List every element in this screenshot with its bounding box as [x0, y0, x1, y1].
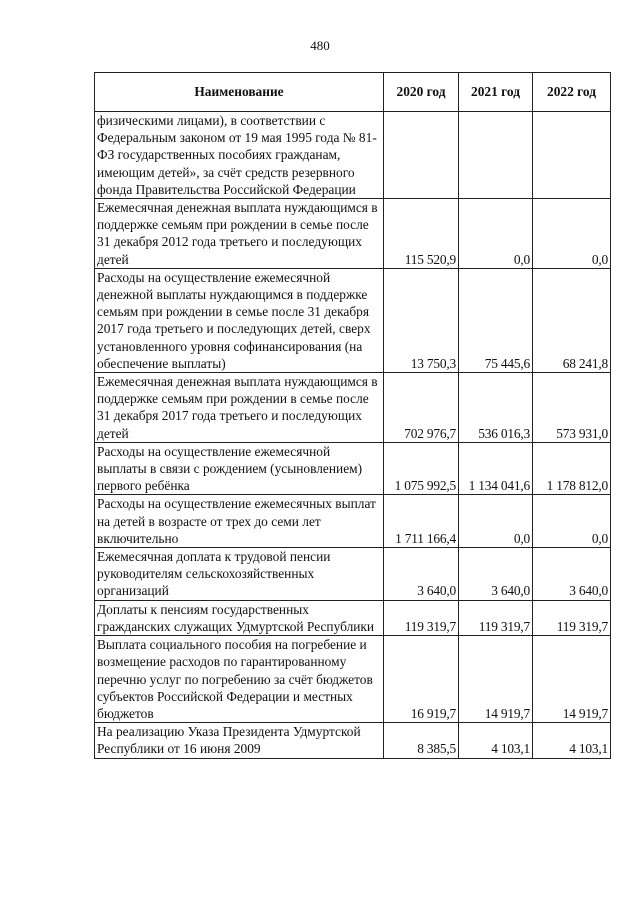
table-row: [95, 373, 611, 443]
table-row: [95, 442, 611, 495]
row-value-2020: [384, 112, 459, 199]
row-value-2021: 1 134 041,6: [459, 442, 533, 495]
row-value-2022: 4 103,1: [533, 723, 611, 758]
row-value-2022: 1 178 812,0: [533, 442, 611, 495]
row-value-2020: 1 075 992,5: [384, 442, 459, 495]
table-row: [95, 600, 611, 635]
row-value-2021: 0,0: [459, 495, 533, 548]
row-name: Ежемесячная денежная выплата нуждающимся в поддержке семьям при рождении в семье после 31 декабря 2012 года третьего и последующих детей: [95, 199, 384, 269]
row-value-2022: 573 931,0: [533, 373, 611, 443]
row-name: Расходы на осуществление ежемесячных выплат на детей в возрасте от трех до семи лет включительно: [95, 495, 384, 548]
row-value-2022: 14 919,7: [533, 636, 611, 723]
row-value-2022: 119 319,7: [533, 600, 611, 635]
table-row: [95, 723, 611, 758]
row-value-2020: 1 711 166,4: [384, 495, 459, 548]
row-value-2022: 0,0: [533, 199, 611, 269]
row-value-2021: 536 016,3: [459, 373, 533, 443]
row-name: На реализацию Указа Президента Удмуртской Республики от 16 июня 2009: [95, 723, 384, 758]
row-value-2022: 3 640,0: [533, 548, 611, 601]
row-name: Расходы на осуществление ежемесячной денежной выплаты нуждающимся в поддержке семьям при рождении в семье после 31 декабря 2017 года третьего и последующих детей, сверх установленного уровня софинансирования (на обеспечение выплаты): [95, 268, 384, 372]
row-value-2020: 8 385,5: [384, 723, 459, 758]
row-value-2020: 115 520,9: [384, 199, 459, 269]
row-name: Доплаты к пенсиям государственных гражданских служащих Удмуртской Республики: [95, 600, 384, 635]
table-row: [95, 268, 611, 372]
row-value-2022: 0,0: [533, 495, 611, 548]
row-value-2020: 119 319,7: [384, 600, 459, 635]
table-row: [95, 199, 611, 269]
table-row: [95, 112, 611, 199]
row-name: физическими лицами), в соответствии с Федеральным законом от 19 мая 1995 года № 81-ФЗ государственных пособиях гражданам, имеющим детей», за счёт средств резервного фонда Правительства Российской Федерации: [95, 112, 384, 199]
header-2021: 2021 год: [459, 73, 533, 112]
row-name: Ежемесячная денежная выплата нуждающимся в поддержке семьям при рождении в семье после 31 декабря 2017 года третьего и последующих детей: [95, 373, 384, 443]
row-value-2022: 68 241,8: [533, 268, 611, 372]
row-value-2020: 702 976,7: [384, 373, 459, 443]
row-name: Расходы на осуществление ежемесячной выплаты в связи с рождением (усыновлением) первого ребёнка: [95, 442, 384, 495]
table-header-row: [95, 73, 611, 112]
row-value-2020: 13 750,3: [384, 268, 459, 372]
budget-table: [94, 72, 611, 759]
row-name: Ежемесячная доплата к трудовой пенсии руководителям сельскохозяйственных организаций: [95, 548, 384, 601]
row-value-2021: 0,0: [459, 199, 533, 269]
page-number: 480: [310, 38, 330, 53]
row-value-2020: 16 919,7: [384, 636, 459, 723]
row-value-2021: 4 103,1: [459, 723, 533, 758]
header-2020: 2020 год: [384, 73, 459, 112]
header-name: Наименование: [95, 73, 384, 112]
row-name: Выплата социального пособия на погребение и возмещение расходов по гарантированному перечню услуг по погребению за счёт бюджетов субъектов Российской Федерации и местных бюджетов: [95, 636, 384, 723]
row-value-2020: 3 640,0: [384, 548, 459, 601]
table-row: [95, 548, 611, 601]
row-value-2021: [459, 112, 533, 199]
table-row: [95, 495, 611, 548]
row-value-2021: 14 919,7: [459, 636, 533, 723]
header-2022: 2022 год: [533, 73, 611, 112]
row-value-2021: 3 640,0: [459, 548, 533, 601]
table-row: [95, 636, 611, 723]
row-value-2021: 75 445,6: [459, 268, 533, 372]
row-value-2021: 119 319,7: [459, 600, 533, 635]
row-value-2022: [533, 112, 611, 199]
